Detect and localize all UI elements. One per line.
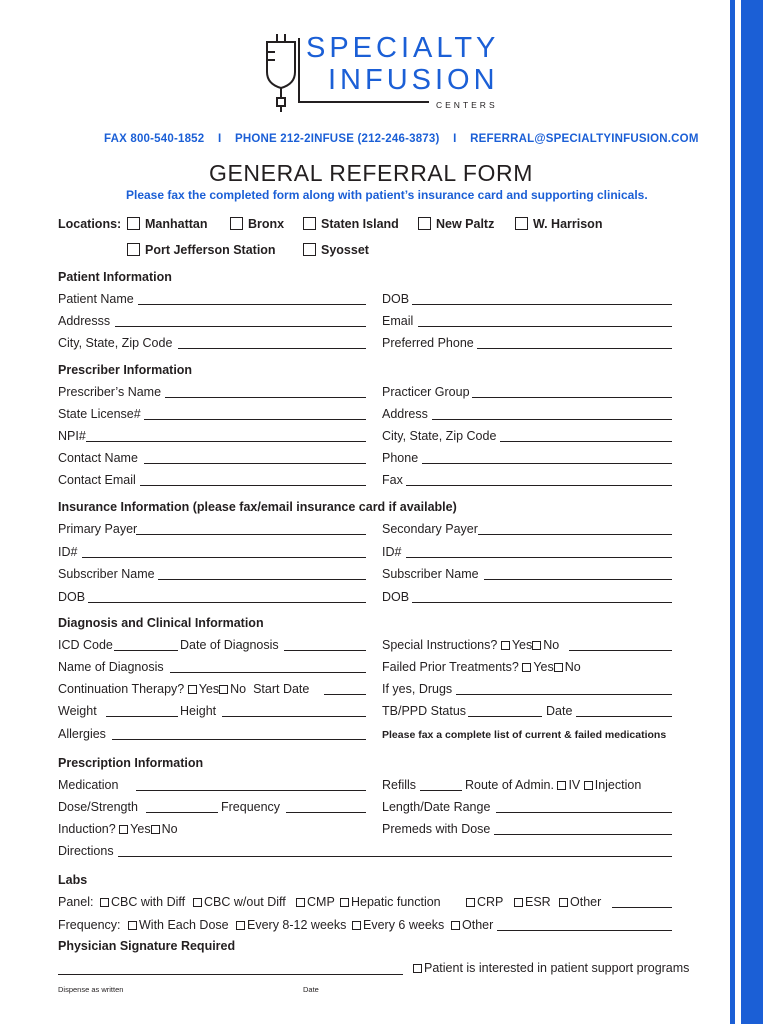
patient-dob-label: DOB: [382, 292, 410, 306]
freq-8-12-weeks[interactable]: Every 8-12 weeks: [236, 918, 346, 932]
if-yes-drugs-label: If yes, Drugs: [382, 682, 453, 696]
locations-label: Locations:: [58, 217, 122, 231]
patient-phone-field[interactable]: [477, 348, 672, 349]
secondary-id-field[interactable]: [406, 557, 672, 558]
induction-label: Induction?: [58, 822, 116, 836]
continuation-yes-checkbox[interactable]: [188, 685, 197, 694]
premeds-label: Premeds with Dose: [382, 822, 491, 836]
dose-strength-label: Dose/Strength: [58, 800, 138, 814]
medication-field[interactable]: [136, 790, 366, 791]
checkbox[interactable]: [128, 921, 137, 930]
premeds-field[interactable]: [494, 834, 672, 835]
tb-date-label: Date: [546, 704, 573, 718]
freq-other-field[interactable]: [497, 930, 672, 931]
tb-status-field[interactable]: [468, 716, 542, 717]
panel-crp[interactable]: CRP: [466, 895, 503, 909]
tb-date-field[interactable]: [576, 716, 672, 717]
medications-note: Please fax a complete list of current & failed medications: [382, 729, 667, 741]
panel-other[interactable]: Other: [559, 895, 601, 909]
patient-phone-label: Preferred Phone: [382, 336, 474, 350]
refills-field[interactable]: [420, 790, 462, 791]
length-range-label: Length/Date Range: [382, 800, 491, 814]
patient-address-label: Addresss: [58, 314, 111, 328]
patient-name-field[interactable]: [138, 304, 366, 305]
signature-heading: Physician Signature Required: [58, 939, 236, 953]
contact-fax: FAX 800-540-1852: [104, 133, 205, 145]
patient-email-label: Email: [382, 314, 414, 328]
frequency-field[interactable]: [286, 812, 366, 813]
continuation-label: Continuation Therapy?: [58, 682, 185, 696]
contact-email: REFERRAL@SPECIALTYINFUSION.COM: [470, 133, 699, 145]
panel-cmp[interactable]: CMP: [296, 895, 335, 909]
signature-field[interactable]: [58, 974, 403, 975]
tb-status-label: TB/PPD Status: [382, 704, 467, 718]
state-license-label: State License#: [58, 407, 141, 421]
patient-city-label: City, State, Zip Code: [58, 336, 173, 350]
checkbox[interactable]: [230, 217, 243, 230]
allergies-field[interactable]: [112, 739, 366, 740]
secondary-subscriber-label: Subscriber Name: [382, 567, 479, 581]
panel-other-field[interactable]: [612, 907, 672, 908]
prescription-heading: Prescription Information: [58, 756, 204, 770]
location-staten-island[interactable]: Staten Island: [303, 217, 399, 231]
support-programs-option[interactable]: Patient is interested in patient support programs: [413, 961, 689, 975]
labs-heading: Labs: [58, 873, 88, 887]
special-yes-checkbox[interactable]: [501, 641, 510, 650]
directions-field[interactable]: [118, 856, 672, 857]
panel-esr[interactable]: ESR: [514, 895, 551, 909]
height-field[interactable]: [222, 716, 366, 717]
panel-cbc-without-diff[interactable]: CBC w/out Diff: [193, 895, 286, 909]
panel-hepatic-function[interactable]: Hepatic function: [340, 895, 441, 909]
location-syosset[interactable]: Syosset: [303, 243, 369, 257]
contact-phone: PHONE 212-2INFUSE (212-246-3873): [234, 133, 440, 145]
diagnosis-name-label: Name of Diagnosis: [58, 660, 164, 674]
prescriber-fax-label: Fax: [382, 473, 403, 487]
induction-row: Induction? Yes No: [58, 822, 178, 836]
npi-label: NPI#: [58, 429, 86, 443]
checkbox[interactable]: [515, 217, 528, 230]
diagnosis-date-field[interactable]: [284, 650, 366, 651]
weight-label: Weight: [58, 704, 97, 718]
right-stripe-thick: [741, 0, 763, 1024]
continuation-no-checkbox[interactable]: [219, 685, 228, 694]
checkbox[interactable]: [100, 898, 109, 907]
special-instructions-field[interactable]: [569, 650, 672, 651]
location-bronx[interactable]: Bronx: [230, 217, 284, 231]
contact-separator-1: I: [217, 133, 222, 145]
secondary-subscriber-field[interactable]: [484, 579, 672, 580]
freq-each-dose[interactable]: With Each Dose: [128, 918, 229, 932]
contact-name-field[interactable]: [144, 463, 366, 464]
secondary-dob-field[interactable]: [412, 602, 672, 603]
checkbox[interactable]: [303, 217, 316, 230]
form-title: GENERAL REFERRAL FORM: [209, 160, 533, 186]
prescriber-city-field[interactable]: [500, 441, 672, 442]
prescriber-info-heading: Prescriber Information: [58, 363, 193, 377]
prescriber-fax-field[interactable]: [406, 485, 672, 486]
checkbox[interactable]: [413, 964, 422, 973]
start-date-field[interactable]: [324, 694, 366, 695]
allergies-label: Allergies: [58, 727, 106, 741]
patient-city-field[interactable]: [178, 348, 366, 349]
primary-id-label: ID#: [58, 545, 78, 559]
secondary-dob-label: DOB: [382, 590, 410, 604]
checkbox[interactable]: [296, 898, 305, 907]
primary-id-field[interactable]: [82, 557, 366, 558]
prescriber-city-label: City, State, Zip Code: [382, 429, 497, 443]
directions-label: Directions: [58, 844, 114, 858]
induction-no-checkbox[interactable]: [151, 825, 160, 834]
special-instructions-row: Special Instructions? Yes No: [382, 638, 560, 652]
dose-strength-field[interactable]: [146, 812, 218, 813]
icd-code-label: ICD Code: [58, 638, 113, 652]
checkbox[interactable]: [451, 921, 460, 930]
secondary-payer-field[interactable]: [478, 534, 672, 535]
patient-address-field[interactable]: [115, 326, 366, 327]
checkbox[interactable]: [193, 898, 202, 907]
failed-treatments-label: Failed Prior Treatments?: [382, 660, 519, 674]
checkbox[interactable]: [418, 217, 431, 230]
failed-no-checkbox[interactable]: [554, 663, 563, 672]
location-w-harrison[interactable]: W. Harrison: [515, 217, 602, 231]
continuation-row: Continuation Therapy? Yes No Start Date: [58, 682, 310, 696]
logo-line-specialty: SPECIALTY: [306, 32, 500, 64]
checkbox[interactable]: [340, 898, 349, 907]
prescriber-name-label: Prescriber’s Name: [58, 385, 162, 399]
logo-line-infusion: INFUSION: [328, 64, 499, 96]
route-iv-checkbox[interactable]: [557, 781, 566, 790]
prescriber-address-field[interactable]: [432, 419, 672, 420]
primary-subscriber-field[interactable]: [158, 579, 366, 580]
checkbox[interactable]: [466, 898, 475, 907]
failed-treatments-row: Failed Prior Treatments? Yes No: [382, 660, 581, 674]
primary-payer-label: Primary Payer: [58, 522, 138, 536]
right-stripe-thin: [730, 0, 735, 1024]
secondary-id-label: ID#: [382, 545, 402, 559]
location-port-jefferson[interactable]: Port Jefferson Station: [127, 243, 276, 257]
form-subtitle: Please fax the completed form along with patient’s insurance card and supporting clinicals.: [126, 188, 648, 202]
special-no-checkbox[interactable]: [532, 641, 541, 650]
induction-yes-checkbox[interactable]: [119, 825, 128, 834]
weight-field[interactable]: [106, 716, 178, 717]
height-label: Height: [180, 704, 217, 718]
icd-code-field[interactable]: [114, 650, 178, 651]
prescriber-address-label: Address: [382, 407, 428, 421]
start-date-label: Start Date: [253, 682, 310, 696]
checkbox[interactable]: [127, 243, 140, 256]
checkbox[interactable]: [127, 217, 140, 230]
special-instructions-label: Special Instructions?: [382, 638, 498, 652]
location-new-paltz[interactable]: New Paltz: [418, 217, 494, 231]
signature-date-label: Date: [303, 985, 319, 994]
prescriber-phone-label: Phone: [382, 451, 419, 465]
medication-label: Medication: [58, 778, 119, 792]
length-range-field[interactable]: [496, 812, 672, 813]
location-manhattan[interactable]: Manhattan: [127, 217, 208, 231]
state-license-field[interactable]: [144, 419, 366, 420]
contact-separator-2: I: [453, 133, 457, 145]
patient-info-heading: Patient Information: [58, 270, 172, 284]
primary-dob-label: DOB: [58, 590, 86, 604]
patient-email-field[interactable]: [418, 326, 672, 327]
dispense-as-written-label: Dispense as written: [58, 985, 124, 994]
route-injection-checkbox[interactable]: [584, 781, 593, 790]
lab-frequency-label: Frequency:: [58, 918, 121, 932]
panel-cbc-diff[interactable]: CBC with Diff: [100, 895, 185, 909]
contact-name-label: Contact Name: [58, 451, 138, 465]
checkbox[interactable]: [514, 898, 523, 907]
route-label: Route of Admin.: [465, 778, 554, 792]
prescriber-name-field[interactable]: [165, 397, 366, 398]
contact-email-field[interactable]: [140, 485, 366, 486]
diagnosis-heading: Diagnosis and Clinical Information: [58, 616, 264, 630]
route-row: Route of Admin. IV Injection: [465, 778, 642, 792]
frequency-label: Frequency: [221, 800, 281, 814]
npi-field[interactable]: [86, 441, 366, 442]
if-yes-drugs-field[interactable]: [456, 694, 672, 695]
checkbox[interactable]: [236, 921, 245, 930]
practice-group-field[interactable]: [472, 397, 672, 398]
logo-line-centers: CENTERS: [436, 100, 498, 110]
secondary-payer-label: Secondary Payer: [382, 522, 478, 536]
refills-label: Refills: [382, 778, 417, 792]
patient-dob-field[interactable]: [412, 304, 672, 305]
diagnosis-date-label: Date of Diagnosis: [180, 638, 279, 652]
contact-email-label: Contact Email: [58, 473, 136, 487]
contact-line: [104, 133, 699, 145]
insurance-info-heading: Insurance Information (please fax/email insurance card if available): [58, 500, 457, 514]
checkbox[interactable]: [352, 921, 361, 930]
diagnosis-name-field[interactable]: [170, 672, 366, 673]
primary-payer-field[interactable]: [136, 534, 366, 535]
patient-name-label: Patient Name: [58, 292, 134, 306]
primary-dob-field[interactable]: [88, 602, 366, 603]
prescriber-phone-field[interactable]: [422, 463, 672, 464]
panel-label: Panel:: [58, 895, 94, 909]
failed-yes-checkbox[interactable]: [522, 663, 531, 672]
practice-group-label: Practicer Group: [382, 385, 470, 399]
freq-6-weeks[interactable]: Every 6 weeks: [352, 918, 444, 932]
checkbox[interactable]: [559, 898, 568, 907]
freq-other[interactable]: Other: [451, 918, 493, 932]
primary-subscriber-label: Subscriber Name: [58, 567, 155, 581]
checkbox[interactable]: [303, 243, 316, 256]
